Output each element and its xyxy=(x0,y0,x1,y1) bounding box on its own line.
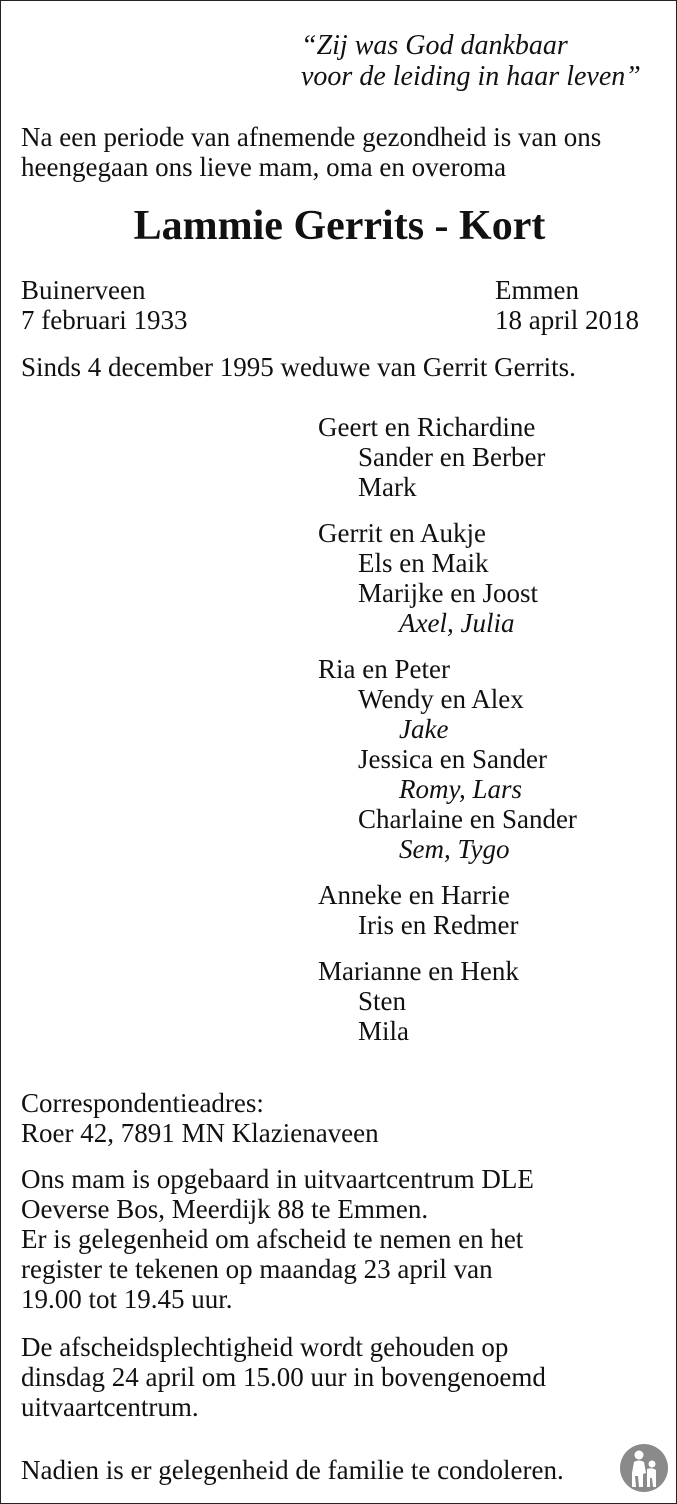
viewing-info xyxy=(21,1164,534,1314)
family-parents: Marianne en Henk xyxy=(318,956,519,986)
viewing-line: 19.00 tot 19.45 uur. xyxy=(21,1284,233,1314)
quote-line-1: “Zij was God dankbaar xyxy=(301,30,568,61)
family-parents: Geert en Richardine xyxy=(318,412,536,442)
family-grandchildren: Romy, Lars xyxy=(399,774,523,804)
ceremony-line: De afscheidsplechtigheid wordt gehouden op xyxy=(21,1332,509,1362)
ceremony-info xyxy=(21,1332,546,1422)
closing-line: Nadien is er gelegenheid de familie te condoleren. xyxy=(21,1455,564,1485)
family-grandchildren: Sem, Tygo xyxy=(399,834,510,864)
death-date: 18 april 2018 xyxy=(495,305,639,335)
birth-info xyxy=(21,275,187,335)
family-child: Iris en Redmer xyxy=(358,910,519,940)
death-place: Emmen xyxy=(495,275,579,305)
family-group xyxy=(318,654,577,864)
viewing-line: Er is gelegenheid om afscheid te nemen en het xyxy=(21,1224,524,1254)
death-info xyxy=(495,275,639,335)
family-child: Els en Maik xyxy=(358,548,489,578)
intro-text xyxy=(21,122,601,182)
family-group xyxy=(318,880,577,940)
family-child: Charlaine en Sander xyxy=(358,804,577,834)
quote-line-2: voor de leiding in haar leven” xyxy=(301,61,641,92)
family-child: Marijke en Joost xyxy=(358,578,538,608)
family-child: Sander en Berber xyxy=(358,442,546,472)
family-grandchildren: Axel, Julia xyxy=(399,608,515,638)
birth-place: Buinerveen xyxy=(21,275,146,305)
birth-date: 7 februari 1933 xyxy=(21,305,188,335)
family-group xyxy=(318,518,577,638)
viewing-line: register te tekenen op maandag 23 april van xyxy=(21,1254,493,1284)
family-child: Jessica en Sander xyxy=(358,744,547,774)
widow-line: Sinds 4 december 1995 weduwe van Gerrit Gerrits. xyxy=(21,352,576,382)
family-group xyxy=(318,412,577,502)
intro-line-1: Na een periode van afnemende gezondheid is van ons xyxy=(21,122,602,152)
ceremony-line: dinsdag 24 april om 15.00 uur in bovengenoemd xyxy=(21,1362,546,1392)
family-parents: Gerrit en Aukje xyxy=(318,518,486,548)
intro-line-2: heengegaan ons lieve mam, oma en overoma xyxy=(21,152,507,182)
correspondence-address xyxy=(21,1088,379,1148)
family-grandchildren: Jake xyxy=(399,714,449,744)
family-child: Sten xyxy=(358,986,407,1016)
viewing-line: Oeverse Bos, Meerdijk 88 te Emmen. xyxy=(21,1194,429,1224)
family-child: Wendy en Alex xyxy=(358,684,524,714)
deceased-name: Lammie Gerrits - Kort xyxy=(133,203,546,249)
correspondence-street: Roer 42, 7891 MN Klazienaveen xyxy=(21,1118,379,1148)
correspondence-label: Correspondentieadres: xyxy=(21,1088,264,1118)
ceremony-line: uitvaartcentrum. xyxy=(21,1392,199,1422)
memorial-quote xyxy=(301,30,641,92)
family-parents: Ria en Peter xyxy=(318,654,450,684)
funeral-figure-logo-icon xyxy=(619,1443,669,1493)
viewing-line: Ons mam is opgebaard in uitvaartcentrum DLE xyxy=(21,1164,534,1194)
family-list xyxy=(318,412,577,1062)
family-parents: Anneke en Harrie xyxy=(318,880,510,910)
family-group xyxy=(318,956,577,1046)
family-child: Mila xyxy=(358,1016,409,1046)
family-child: Mark xyxy=(358,472,417,502)
